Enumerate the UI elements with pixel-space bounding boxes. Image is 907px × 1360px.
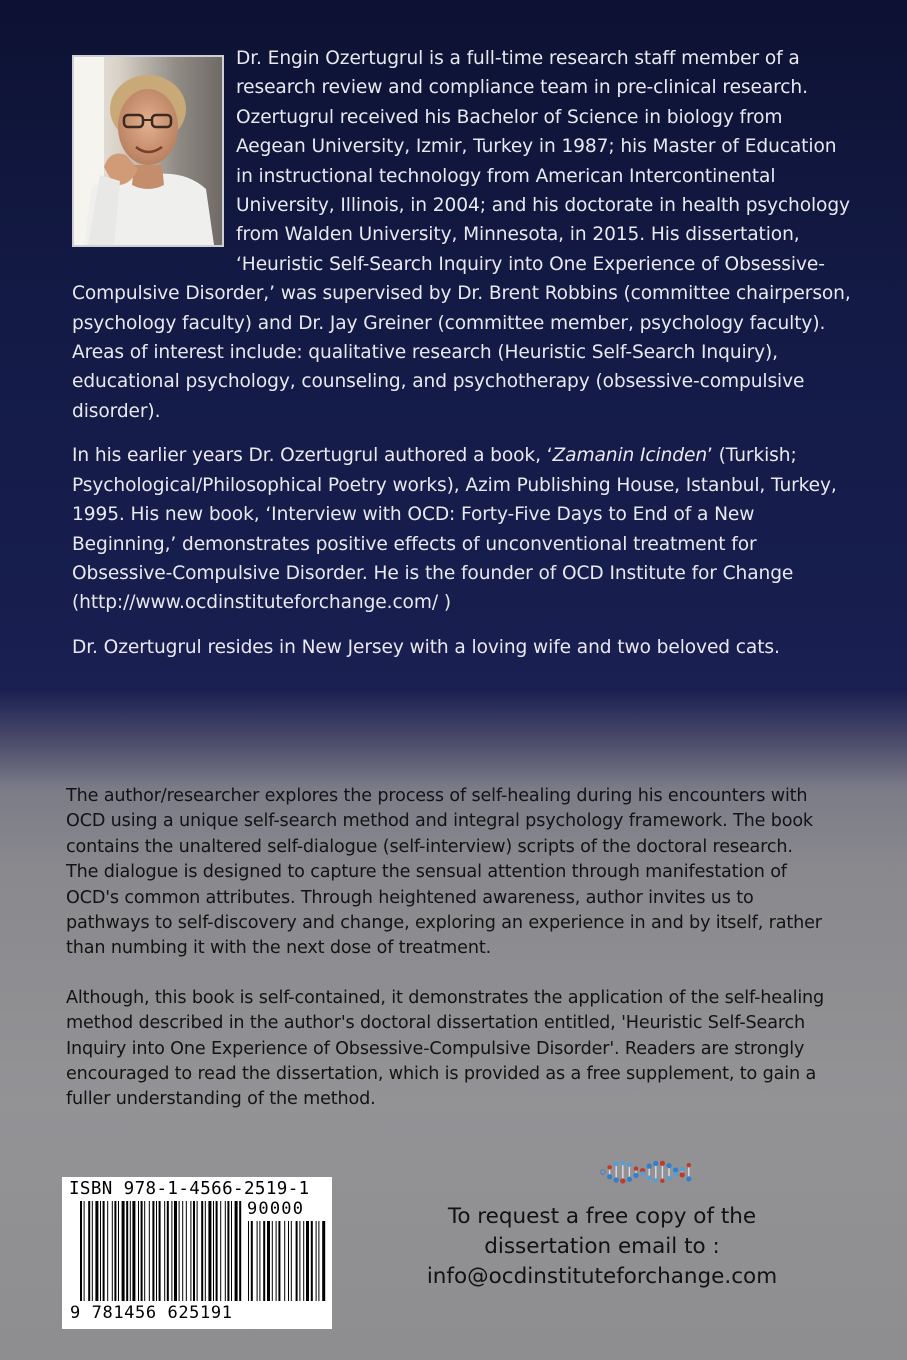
price-bar xyxy=(257,1221,258,1301)
barcode-bar xyxy=(141,1201,143,1301)
dna-node xyxy=(680,1167,684,1171)
dna-node xyxy=(627,1163,631,1167)
barcode-bar xyxy=(239,1201,241,1301)
dna-node xyxy=(614,1177,619,1182)
dna-node xyxy=(680,1172,685,1177)
dna-node xyxy=(607,1174,612,1179)
request-line-2: dissertation email to : xyxy=(484,1234,720,1259)
dna-node xyxy=(667,1176,671,1180)
request-info xyxy=(402,1202,802,1292)
barcode-bar xyxy=(144,1201,145,1301)
barcode-bar xyxy=(186,1201,187,1301)
price-bar xyxy=(278,1221,280,1301)
price-bar xyxy=(259,1221,260,1301)
dna-node xyxy=(673,1167,678,1172)
dna-node xyxy=(621,1161,625,1165)
barcode-bar xyxy=(159,1201,161,1301)
price-bar xyxy=(272,1221,273,1301)
price-code: 90000 xyxy=(247,1199,305,1219)
barcode-bar xyxy=(92,1201,93,1301)
barcode-bar xyxy=(80,1201,82,1301)
price-bar xyxy=(299,1221,300,1301)
barcode-bar xyxy=(197,1201,198,1301)
barcode-bar xyxy=(225,1201,226,1301)
price-bar xyxy=(316,1221,317,1301)
dna-node xyxy=(687,1163,691,1167)
barcode-bar xyxy=(235,1201,238,1301)
barcode-bar xyxy=(220,1201,221,1301)
bio-paragraph-1 xyxy=(72,44,852,426)
barcode-bar xyxy=(201,1201,203,1301)
dna-node xyxy=(660,1179,664,1183)
price-bar xyxy=(311,1221,313,1301)
barcode-bar xyxy=(231,1201,232,1301)
bio-paragraph-2 xyxy=(72,441,852,617)
dna-node xyxy=(654,1178,658,1182)
dna-node xyxy=(607,1165,611,1169)
barcode-bar xyxy=(156,1201,157,1301)
request-email: info@ocdinstituteforchange.com xyxy=(426,1264,778,1289)
barcode-bar xyxy=(193,1201,195,1301)
description-paragraph-2: Although, this book is self-contained, it demonstrates the application of the self-healing method described in the author's doctoral dissertation entitled, 'Heuristic Self-Search Inquiry into One Experience of Obsessive-Compulsive Disorder'. Readers are strongly encouraged to read the dissertation, which is provided as a free supplement, to gain a fuller understanding of the method. xyxy=(66,987,825,1110)
price-bar xyxy=(251,1221,253,1301)
bio-paragraph-2-end: ’ (Turkish; Psychological/Philosophical Poetry works), Azim Publishing House, Istanbul, Turkey, 1995. His new book, ‘Interview with OCD: Forty-Five Days to End of a New Beginning,’ demonstrates positive effects of unconventional treatment for Obsessive-Compulsive Disorder. He is the founder of OCD Institute for Change (http://www.ocdinstituteforchange.com/ ) xyxy=(72,445,837,614)
dna-logo-icon xyxy=(597,1155,697,1189)
book-description xyxy=(66,784,826,1137)
dna-node xyxy=(614,1162,618,1166)
isbn-label: ISBN 978-1-4566-2519-1 xyxy=(69,1179,310,1199)
earlier-book-title: Zamanin Icinden xyxy=(552,445,707,467)
barcode-bar xyxy=(208,1201,211,1301)
barcode-bar xyxy=(84,1201,85,1301)
dna-node xyxy=(640,1171,644,1175)
price-bar xyxy=(248,1221,249,1301)
barcode-bar xyxy=(112,1201,113,1301)
bio-paragraph-2-start: In his earlier years Dr. Ozertugrul authored a book, ‘ xyxy=(72,445,553,467)
dna-node xyxy=(660,1161,665,1166)
barcode-bar xyxy=(152,1201,154,1301)
barcode-bar xyxy=(95,1201,98,1301)
dna-node xyxy=(666,1163,671,1168)
price-bar xyxy=(303,1221,304,1301)
price-bar xyxy=(263,1221,265,1301)
photo-spacer xyxy=(72,44,236,269)
price-bar xyxy=(267,1221,270,1301)
barcode-bar xyxy=(107,1201,108,1301)
price-bar xyxy=(291,1221,292,1301)
bio-paragraph-1-text: Dr. Engin Ozertugrul is a full-time research staff member of a research review and compliance team in pre-clinical research. Ozertugrul received his Bachelor of Science in biology from Aegean University, Izmir, Turkey in 1987; his Master of Education in instructional technology from American Intercontinental University, Illinois, in 2004; and his doctorate in health psychology from Walden University, Minnesota, in 2015. His dissertation, ‘Heuristic Self-Search Inquiry into One Experience of Obsessive-Compulsive Disorder,’ was supervised by Dr. Brent Robbins (committee chairperson, psychology faculty) and Dr. Jay Greiner (committee member, psychology faculty). Areas of interest include: qualitative research (Heuristic Self-Search Inquiry), educational psychology, counseling, and psychotherapy (obsessive-compulsive disorder). xyxy=(72,48,851,422)
barcode-bar xyxy=(190,1201,191,1301)
barcode-bar xyxy=(174,1201,177,1301)
dna-node xyxy=(653,1161,658,1166)
barcode-bar xyxy=(138,1201,139,1301)
barcode-bar xyxy=(118,1201,119,1301)
price-bar xyxy=(284,1221,285,1301)
dna-node xyxy=(601,1170,605,1174)
barcode-bar xyxy=(205,1201,206,1301)
barcode-bar xyxy=(164,1201,165,1301)
barcode-bar xyxy=(179,1201,180,1301)
barcode-bar xyxy=(167,1201,169,1301)
ean-digits: 9 781456 625191 xyxy=(70,1303,233,1323)
bio-paragraph-3: Dr. Ozertugrul resides in New Jersey with a loving wife and two beloved cats. xyxy=(72,636,780,658)
barcode-bar xyxy=(126,1201,128,1301)
dna-node xyxy=(647,1176,651,1180)
barcode-bar xyxy=(114,1201,116,1301)
barcode-bar xyxy=(171,1201,172,1301)
barcode-bar xyxy=(122,1201,125,1301)
barcode-bar xyxy=(130,1201,131,1301)
barcode-bar xyxy=(88,1201,90,1301)
barcode-bar xyxy=(182,1201,183,1301)
barcode-bar xyxy=(103,1201,105,1301)
isbn-barcode xyxy=(62,1177,332,1329)
price-bar xyxy=(296,1221,298,1301)
description-paragraph-1: The author/researcher explores the process of self-healing during his encounters with OCD using a unique self-search method and integral psychology framework. The book contains the unaltered self-dialogue (self-interview) scripts of the doctoral research. The dialogue is designed to capture the sensual attention through manifestation of OCD's common attributes. Through heightened awareness, author invites us to pathways to self-discovery and change, exploring an experience in and by itself, rather than numbing it with the next dose of treatment. xyxy=(66,786,822,959)
price-bar xyxy=(276,1221,277,1301)
barcode-bar xyxy=(132,1201,135,1301)
price-bar xyxy=(288,1221,289,1301)
request-line-1: To request a free copy of the xyxy=(447,1204,757,1229)
barcode-bar xyxy=(149,1201,150,1301)
barcode-bar xyxy=(216,1201,218,1301)
barcode-bar xyxy=(227,1201,229,1301)
price-bar xyxy=(318,1221,319,1301)
price-bar xyxy=(306,1221,309,1301)
dna-node xyxy=(647,1164,652,1169)
price-bar xyxy=(322,1221,325,1301)
dna-node xyxy=(634,1166,638,1170)
dna-node xyxy=(686,1176,691,1181)
barcode-bar xyxy=(213,1201,214,1301)
dna-node xyxy=(673,1172,677,1176)
dna-node xyxy=(627,1177,632,1182)
dna-node xyxy=(620,1178,625,1183)
dna-node xyxy=(633,1173,638,1178)
author-bio xyxy=(72,44,852,677)
barcode-bar xyxy=(100,1201,101,1301)
